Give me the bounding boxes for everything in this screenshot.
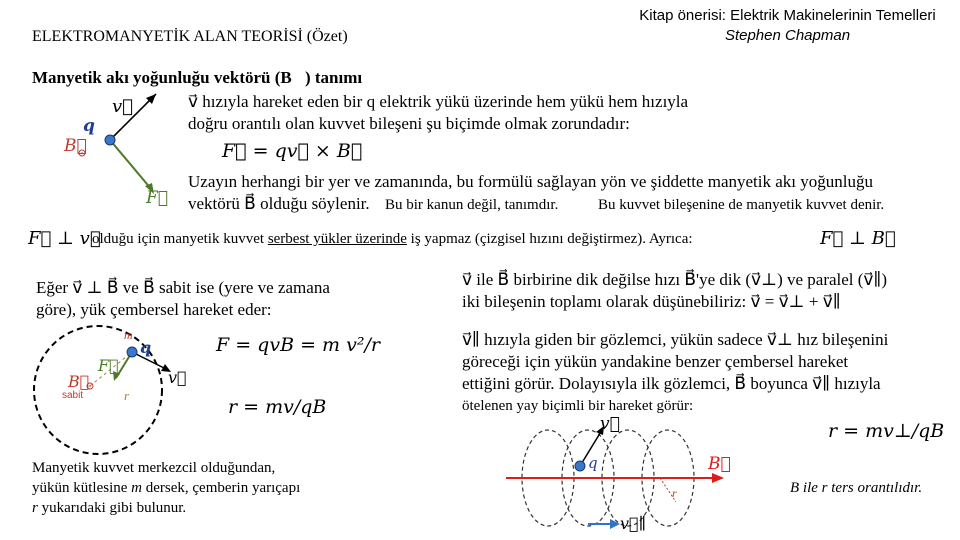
fig1-F-label: F⃗ xyxy=(146,188,168,208)
radius-equation: r = mv/qB xyxy=(228,396,327,418)
circle-m-label: m xyxy=(124,328,133,342)
s1-line5-underlined: serbest yükler üzerinde xyxy=(267,231,407,247)
helix-vpar-label: v⃗∥ xyxy=(620,514,647,533)
s1-line5 xyxy=(92,231,693,248)
s2-bottom-line1: Manyetik kuvvet merkezcil olduğundan, xyxy=(32,460,276,476)
s1-line5-b: iş yapmaz (çizgisel hızını değiştirmez). Ayrıca: xyxy=(410,231,693,247)
helix-radius-equation: r = mv⊥/qB xyxy=(828,420,945,442)
book-title: Kitap önerisi: Elektrik Makinelerinin Temelleri xyxy=(639,7,936,24)
b-field-axis-arrowhead xyxy=(712,473,724,483)
circle-F-label: F⃗ xyxy=(98,356,119,375)
charge-dot xyxy=(105,135,115,145)
circle-r-label: r xyxy=(124,388,130,403)
s2-bottom-line2: yükün kütlesine m dersek, çemberin yarıçapı xyxy=(32,480,301,496)
fig1-v-label: v⃗ xyxy=(112,96,133,117)
lorentz-formula: F⃗ = qv⃗ × B⃗ xyxy=(222,140,363,162)
s1-line1: v⃗ hızıyla hareket eden bir q elektrik yükü üzerinde hem yükü hem hızıyla xyxy=(188,92,689,111)
fig1-q-label: q xyxy=(83,116,95,136)
s3-p2-line4: ötelenen yay biçimli bir hareket görür: xyxy=(462,398,694,414)
s3-p1-line2: iki bileşenin toplamı olarak düşünebiliriz: v⃗ = v⃗⊥ + v⃗∥ xyxy=(462,292,841,311)
s3-p2-line1: v⃗∥ hızıyla giden bir gözlemci, yükün sadece v⃗⊥ hız bileşenini xyxy=(462,330,889,349)
helix-v-label: v⃗ xyxy=(600,414,620,434)
s1-line5-end: F⃗ ⊥ B⃗ xyxy=(820,228,896,249)
conclusion-text: B ile r ters orantılıdır. xyxy=(790,480,923,496)
s1-line4a: vektörü B⃗ olduğu söylenir. xyxy=(188,194,370,213)
circle-sabit-label: sabit xyxy=(62,390,84,401)
s1-line5-a: olduğu için manyetik kuvvet xyxy=(92,231,265,247)
circle-q-label: q xyxy=(140,338,152,357)
circle-B-label: B⃗ xyxy=(68,372,90,391)
fig1-B-label: B⃗ xyxy=(64,136,87,156)
circle-charge-dot xyxy=(127,347,137,357)
s1-line4b: Bu bir kanun değil, tanımdır. xyxy=(385,197,559,213)
helix-r-label: r xyxy=(672,486,677,500)
page-title: ELEKTROMANYETİK ALAN TEORİSİ (Özet) xyxy=(32,28,348,45)
s3-p1-line1: v⃗ ile B⃗ birbirine dik değilse hızı B⃗'ye dik (v⃗⊥) ve paralel (v⃗∥) xyxy=(462,270,888,289)
force-arrow xyxy=(110,140,152,190)
circle-v-label: v⃗ xyxy=(168,368,187,387)
s1-line5-symbol: F⃗ ⊥ v⃗ xyxy=(28,228,101,249)
helix-charge-dot xyxy=(575,461,585,471)
section-heading-b-definition: Manyetik akı yoğunluğu vektörü (B⃗) tanımı xyxy=(32,68,363,87)
s3-p2-line2: göreceği için yükün yandakine benzer çembersel hareket xyxy=(462,352,849,371)
s2-left-line1: Eğer v⃗ ⊥ B⃗ ve B⃗ sabit ise (yere ve zamana xyxy=(36,278,330,297)
s3-p2-line3: ettiğini görür. Dolayısıyla ilk gözlemci, B⃗ boyunca v⃗∥ hızıyla xyxy=(462,374,881,393)
s1-line2: doğru orantılı olan kuvvet bileşeni şu biçimde olmak zorundadır: xyxy=(188,114,630,133)
centripetal-equation: F = qvB = m v²/r xyxy=(216,334,380,356)
s1-line4c: Bu kuvvet bileşenine de manyetik kuvvet denir. xyxy=(598,197,885,213)
helix-q-label: q xyxy=(588,454,598,472)
s2-left-line2: göre), yük çembersel hareket eder: xyxy=(36,300,272,319)
circular-motion-diagram xyxy=(28,318,198,468)
s2-bottom-line3: r yukarıdaki gibi bulunur. xyxy=(32,500,187,516)
helix-B-label: B⃗ xyxy=(708,454,731,474)
s1-line3: Uzayın herhangi bir yer ve zamanında, bu formülü sağlayan yön ve şiddette manyetik akı yoğunluğu xyxy=(188,172,873,191)
book-author: Stephen Chapman xyxy=(724,27,851,44)
book-recommendation xyxy=(620,6,955,46)
